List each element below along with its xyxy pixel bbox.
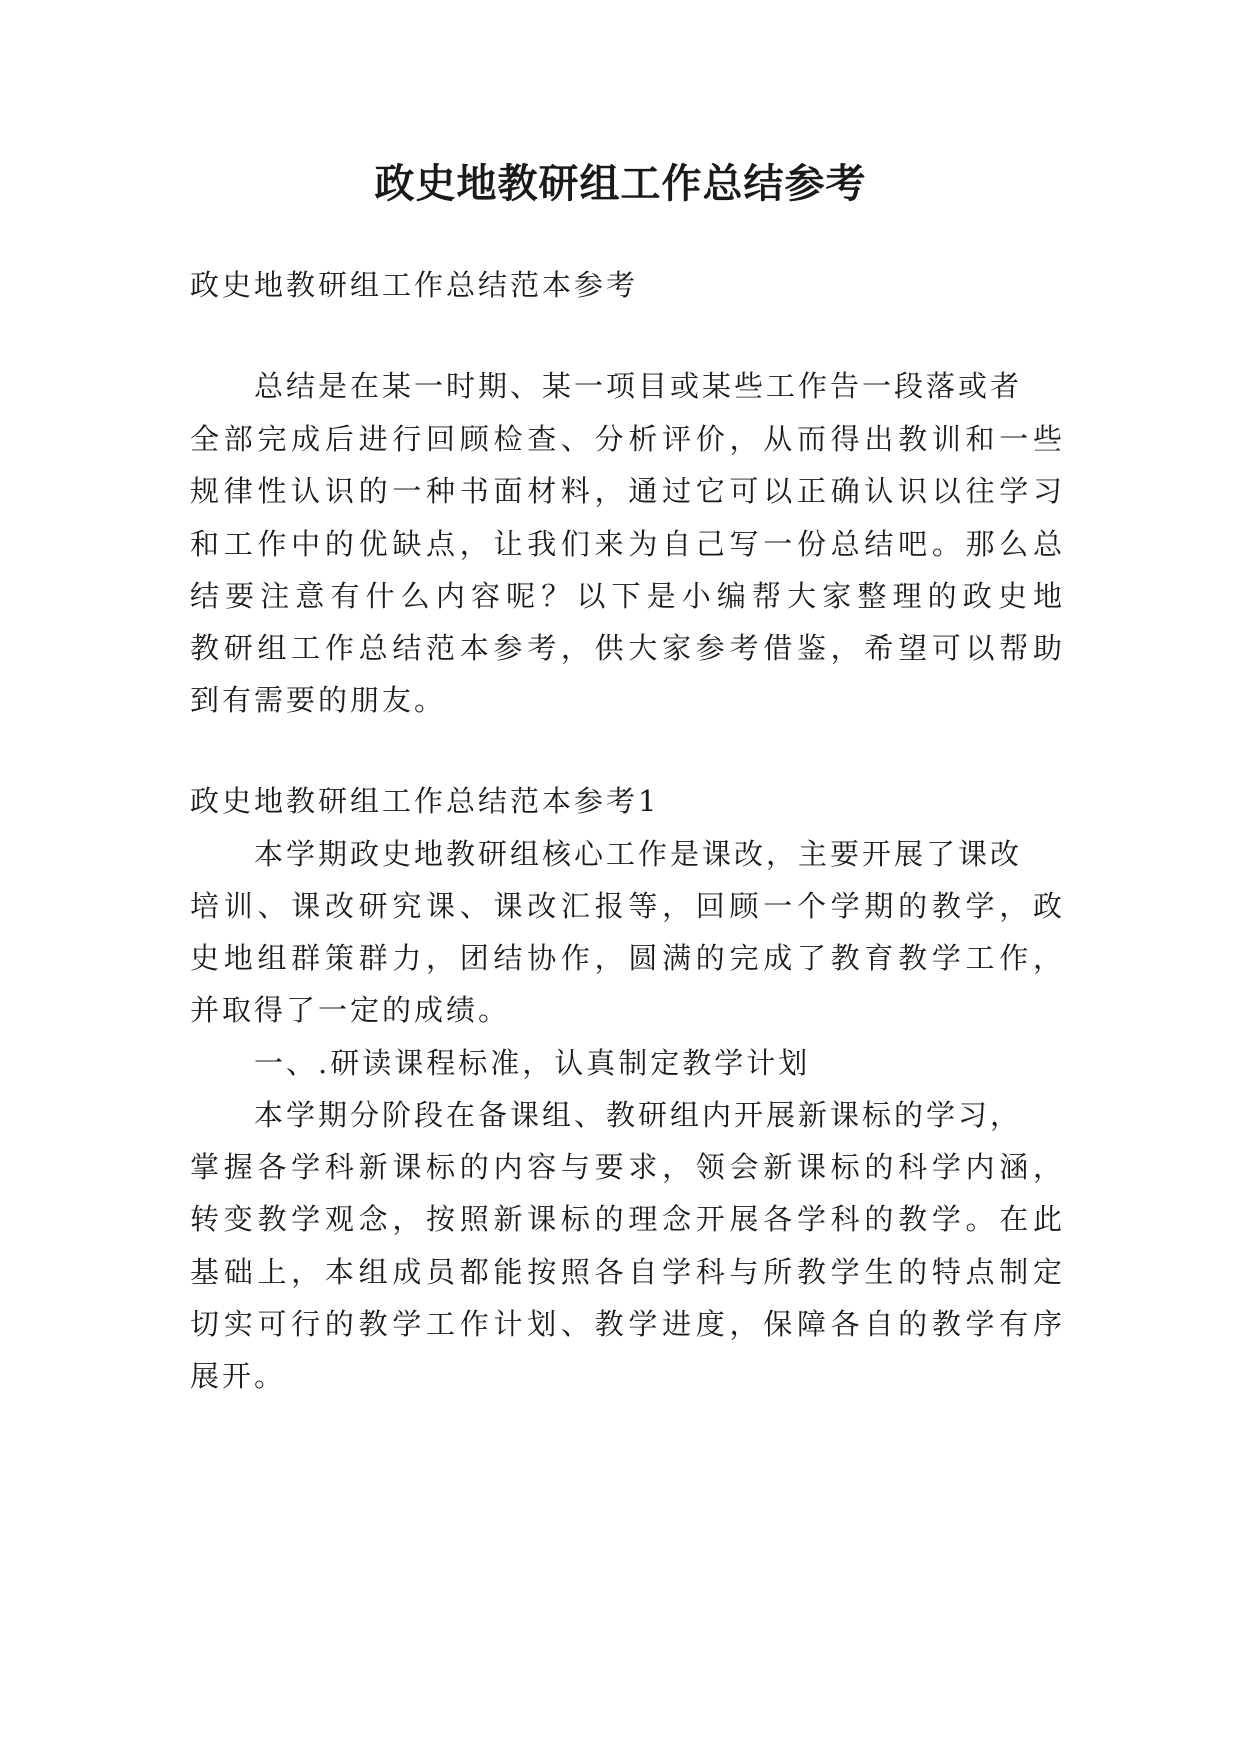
para2-line-1: 本学期分阶段在备课组、教研组内开展新课标的学习， <box>254 1098 1023 1132</box>
para2-line-3: 转变教学观念，按照新课标的理念开展各学科的教学。在此 <box>190 1202 1065 1236</box>
para2-line-2: 掌握各学科新课标的内容与要求，领会新课标的科学内涵， <box>190 1150 1065 1184</box>
para2-line-4: 基础上，本组成员都能按照各自学科与所教学生的特点制定 <box>190 1255 1065 1289</box>
para1-line-1: 本学期政史地教研组核心工作是课改，主要开展了课改 <box>254 837 1023 871</box>
section-heading: 政史地教研组工作总结范本参考1 <box>190 784 660 818</box>
para1-line-3: 史地组群策群力，团结协作，圆满的完成了教育教学工作， <box>190 941 1065 975</box>
intro-line-2: 全部完成后进行回顾检查、分析评价，从而得出教训和一些 <box>190 422 1065 456</box>
page-title: 政史地教研组工作总结参考 <box>374 161 867 207</box>
document-subtitle: 政史地教研组工作总结范本参考 <box>190 268 639 302</box>
intro-line-5: 结要注意有什么内容呢？以下是小编帮大家整理的政史地 <box>190 579 1065 613</box>
point1-heading: 一、.研读课程标准，认真制定教学计划 <box>254 1046 811 1080</box>
intro-line-4: 和工作中的优缺点，让我们来为自己写一份总结吧。那么总 <box>190 527 1065 561</box>
para1-line-4: 并取得了一定的成绩。 <box>190 993 511 1027</box>
intro-line-1: 总结是在某一时期、某一项目或某些工作告一段落或者 <box>254 369 1023 403</box>
intro-line-6: 教研组工作总结范本参考，供大家参考借鉴，希望可以帮助 <box>190 631 1065 665</box>
para2-line-6: 展开。 <box>190 1359 287 1393</box>
para1-line-2: 培训、课改研究课、课改汇报等，回顾一个学期的教学，政 <box>190 889 1065 923</box>
intro-line-7: 到有需要的朋友。 <box>190 683 447 717</box>
para2-line-5: 切实可行的教学工作计划、教学进度，保障各自的教学有序 <box>190 1307 1065 1341</box>
intro-line-3: 规律性认识的一种书面材料，通过它可以正确认识以往学习 <box>190 474 1065 508</box>
